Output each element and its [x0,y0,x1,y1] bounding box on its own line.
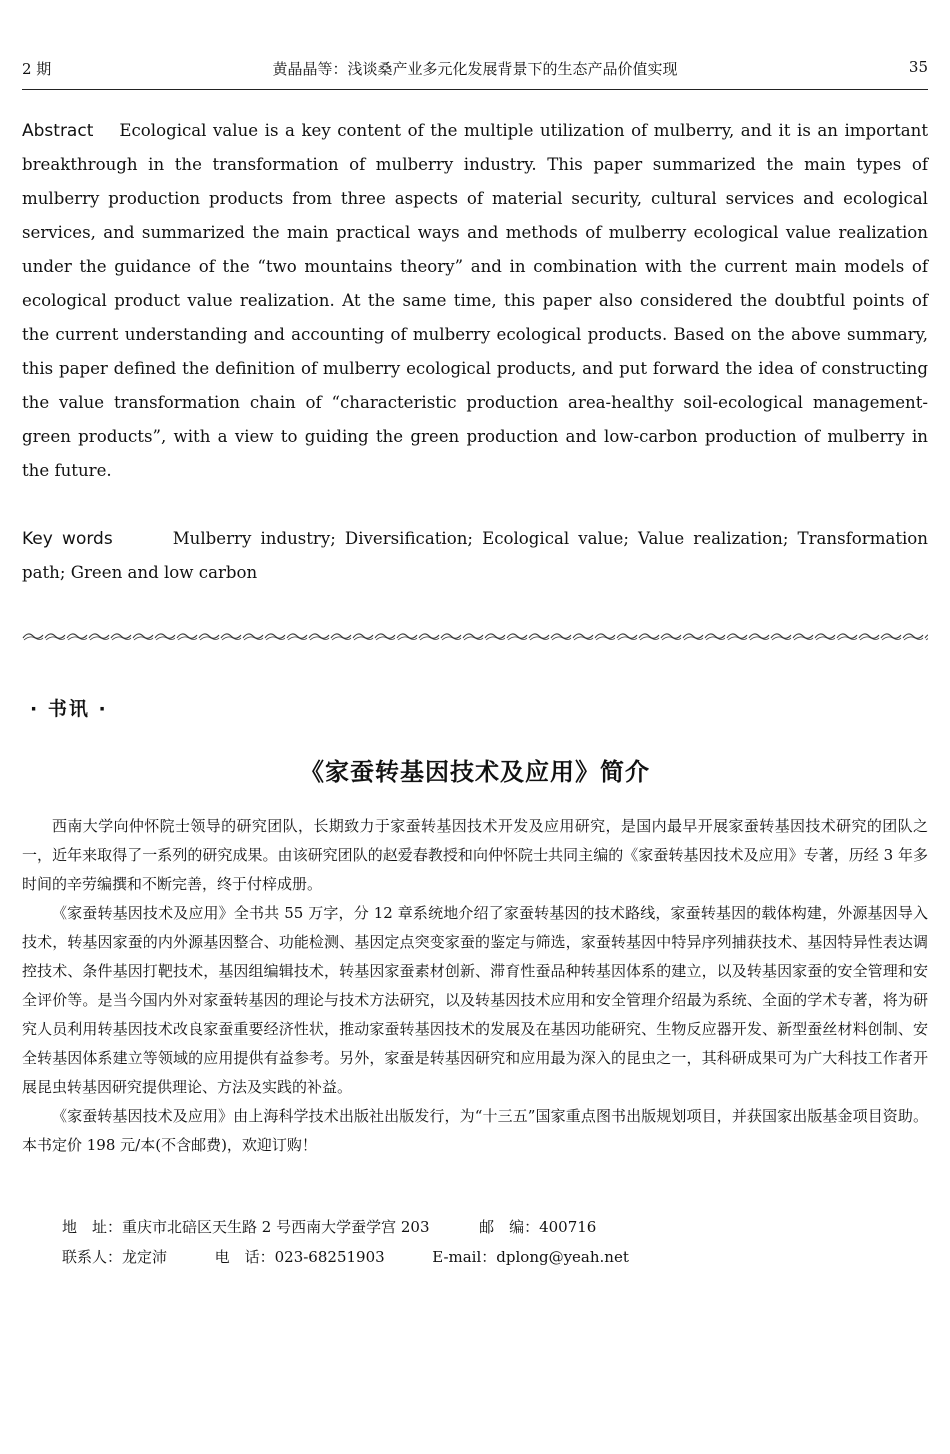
paragraph: 《家蚕转基因技术及应用》由上海科学技术出版社出版发行，为“十三五”国家重点图书出版规划项目，并获国家出版基金项目资助。本书定价 198 元/本(不含邮费)，欢迎订购！ [22,1107,928,1154]
email-link[interactable]: dplong@yeah.net [496,1248,629,1266]
address-value: 重庆市北碚区天生路 2 号西南大学蚕学宫 203 [122,1218,430,1236]
postcode-label: 邮 编： [479,1218,540,1236]
postcode-value: 400716 [539,1218,597,1236]
section-tag: · 书讯 · [30,698,108,720]
running-title: 黄晶晶等：浅谈桑产业多元化发展背景下的生态产品价值实现 [272,60,678,78]
abstract-label: Abstract [22,121,94,141]
book-intro-body [22,812,928,1160]
contact-line-address [62,1213,596,1242]
abstract-block [22,114,928,488]
keywords-label: Key words [22,529,113,549]
phone-label: 电 话： [214,1248,275,1266]
paragraph: 西南大学向仲怀院士领导的研究团队，长期致力于家蚕转基因技术开发及应用研究，是国内最早开展家蚕转基因技术研究的团队之一，近年来取得了一系列的研究成果。由该研究团队的赵爱春教授和向仲怀院士共同主编的《家蚕转基因技术及应用》专著，历经 3 年多时间的辛劳编撰和不断完善，终于付梓成册。 [22,817,928,893]
keywords-text: Mulberry industry; Diversification; Ecological value; Value realization; Transformation path; Green and low carbon [22,529,928,582]
issue-number: 2 期 [22,60,52,78]
decorative-wave-divider [22,628,928,644]
phone-value: 023-68251903 [274,1248,385,1266]
person-value: 龙定沛 [122,1248,168,1266]
address-label: 地 址： [62,1218,123,1236]
running-header [22,58,928,84]
email-label: E-mail： [432,1248,497,1266]
person-label: 联系人： [62,1248,123,1266]
page-number: 35 [908,58,928,76]
book-title: 《家蚕转基因技术及应用》简介 [300,758,650,786]
paragraph: 《家蚕转基因技术及应用》全书共 55 万字，分 12 章系统地介绍了家蚕转基因的技术路线，家蚕转基因的载体构建，外源基因导入技术，转基因家蚕的内外源基因整合、功能检测、基因定点突变家蚕的鉴定与筛选，家蚕转基因中特异序列捕获技术、基因特异性表达调控技术、条件基因打靶技术，基因组编辑技术，转基因家蚕素材创新、滞育性蚕品种转基因体系的建立，以及转基因家蚕的安全管理和安全评价等。是当今国内外对家蚕转基因的理论与技术方法研究，以及转基因技术应用和安全管理介绍最为系统、全面的学术专著，将为研究人员利用转基因技术改良家蚕重要经济性状，推动家蚕转基因技术的发展及在基因功能研究、生物反应器开发、新型蚕丝材料创制、安全转基因体系建立等领域的应用提供有益参考。另外，家蚕是转基因研究和应用最为深入的昆虫之一，其科研成果可为广大科技工作者开展昆虫转基因研究提供理论、方法及实践的补益。 [22,904,928,1096]
header-rule [22,89,928,90]
abstract-text: Ecological value is a key content of the multiple utilization of mulberry, and it is an important breakthrough in the transformation of mulberry industry. This paper summarized the main types of mulberry production products from three aspects of material security, cultural services and ecological services, and summarized the main practical ways and methods of mulberry ecological value realization under the guidance of the “two mountains theory” and in combination with the current main models of ecological product value realization. At the same time, this paper also considered the doubtful points of the current understanding and accounting of mulberry ecological products. Based on the above summary, this paper defined the definition of mulberry ecological products, and put forward the idea of constructing the value transformation chain of “characteristic production area-healthy soil-ecological management-green products”, with a view to guiding the green production and low-carbon production of mulberry in the future. [22,121,928,480]
contact-line-person [62,1243,629,1272]
keywords-block [22,522,928,590]
